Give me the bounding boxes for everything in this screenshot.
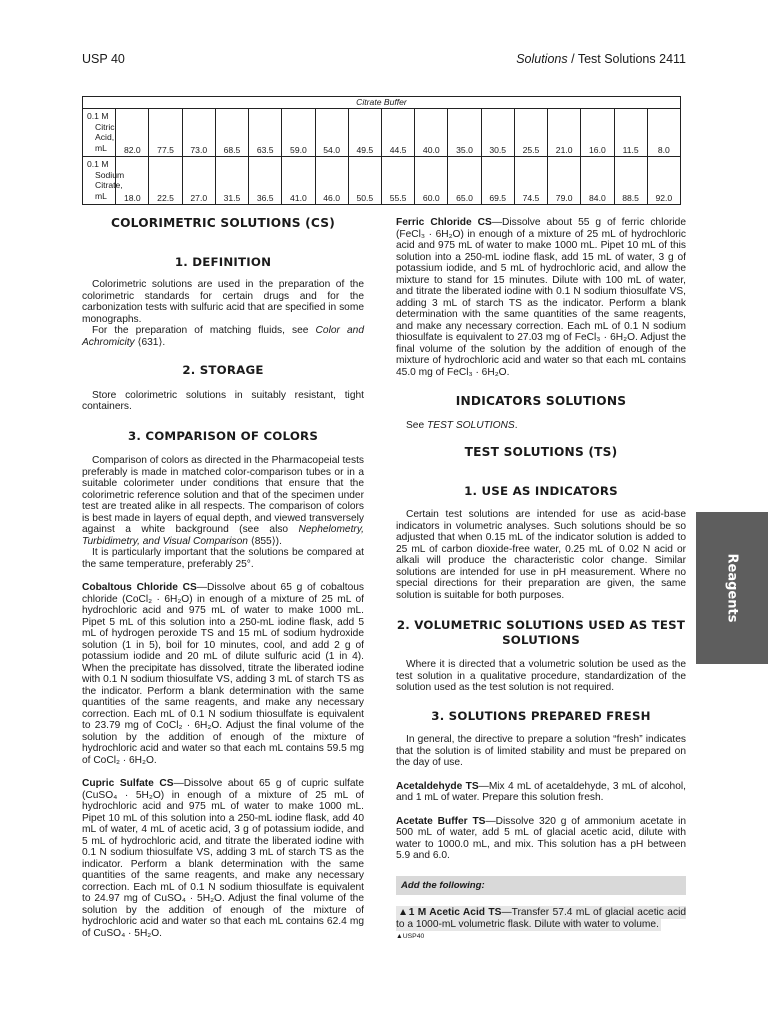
monograph-entry bbox=[396, 217, 686, 378]
row-header-line: Citric bbox=[95, 121, 115, 132]
section-title: TEST SOLUTIONS (TS) bbox=[464, 445, 618, 459]
monograph-entry bbox=[396, 816, 686, 862]
table-row bbox=[83, 109, 681, 157]
table-cell: 46.0 bbox=[315, 157, 348, 205]
citrate-buffer-table bbox=[82, 96, 681, 205]
paragraph: Where it is directed that a volumetric solution be used as the test solution in a qualitative procedure, standardization of the solution used as the test solution is not required. bbox=[396, 659, 686, 693]
cross-reference: TEST SOLUTIONS bbox=[426, 419, 515, 431]
table-title: Citrate Buffer bbox=[83, 97, 681, 109]
table-cell: 73.0 bbox=[182, 109, 215, 157]
table-cell: 40.0 bbox=[415, 109, 448, 157]
header-section-italic: Solutions bbox=[516, 52, 568, 66]
table-cell: 59.0 bbox=[282, 109, 315, 157]
text-run: See bbox=[406, 419, 427, 431]
monograph-entry bbox=[396, 781, 686, 804]
table-cell: 65.0 bbox=[448, 157, 481, 205]
revision-banner: Add the following: bbox=[396, 876, 686, 896]
table-cell: 25.5 bbox=[514, 109, 547, 157]
table-cell: 36.5 bbox=[249, 157, 282, 205]
row-header-line: 0.1 M bbox=[87, 111, 109, 121]
table-cell: 49.5 bbox=[348, 109, 381, 157]
section-heading: 2. VOLUMETRIC SOLUTIONS USED AS TEST SOLUTIONS bbox=[396, 618, 686, 647]
table-cell: 41.0 bbox=[282, 157, 315, 205]
table-cell: 18.0 bbox=[116, 157, 149, 205]
table-cell: 55.5 bbox=[381, 157, 414, 205]
revision-marker: ▲ bbox=[398, 907, 409, 918]
section-heading: 3. SOLUTIONS PREPARED FRESH bbox=[431, 708, 651, 723]
table-cell: 77.5 bbox=[149, 109, 182, 157]
table-cell: 31.5 bbox=[215, 157, 248, 205]
row-header-line: 0.1 M bbox=[87, 159, 109, 169]
table-cell: 88.5 bbox=[614, 157, 647, 205]
table-cell: 22.5 bbox=[149, 157, 182, 205]
left-column bbox=[82, 216, 364, 939]
entry-term: Cupric Sulfate CS bbox=[82, 778, 174, 789]
table-cell: 11.5 bbox=[614, 109, 647, 157]
text-run: ⟨631⟩. bbox=[134, 336, 166, 348]
row-header bbox=[83, 109, 116, 157]
paragraph: Store colorimetric solutions in suitably resistant, tight containers. bbox=[82, 389, 364, 412]
text-run: For the preparation of matching fluids, see bbox=[92, 325, 316, 336]
table-cell: 63.5 bbox=[249, 109, 282, 157]
section-heading: 2. STORAGE bbox=[182, 363, 264, 377]
section-heading: 1. USE AS INDICATORS bbox=[464, 483, 618, 498]
table-cell: 30.5 bbox=[481, 109, 514, 157]
entry-term: Acetaldehyde TS bbox=[396, 780, 479, 792]
row-header-line: mL bbox=[95, 190, 107, 201]
section-title: INDICATORS SOLUTIONS bbox=[455, 394, 627, 408]
entry-term: Cobaltous Chloride CS bbox=[82, 582, 197, 593]
entry-text: —Dissolve about 65 g of cobaltous chloride (CoCl₂ · 6H₂O) in enough of a mixture of 25 mL of hydrochloric acid and 975 mL of water to make 1000 mL. Pipet 5 mL of this solution into a 250-mL iodine flask, add 5 mL of hydrogen peroxide TS and 15 mL of sodium hydroxide solution (1 in 5), boil for 10 minutes, cool, and add 2 g of potassium iodide and 20 mL of dilute sulfuric acid (1 in 4). When the precipitate has dissolved, titrate the liberated iodine with 0.1 N sodium thiosulfate VS, adding 3 mL of starch TS as the indicator. Perform a blank determination with the same quantities of the same reagents, and make any necessary correction. Each mL of 0.1 N sodium thiosulfate is equivalent to 23.79 mg of CoCl₂ · 6H₂O. Adjust the final volume of the solution by the addition of enough of the mixture of hydrochloric acid and water so that each mL contains 59.5 mg of CoCl₂ · 6H₂O. bbox=[82, 582, 364, 766]
table-cell: 50.5 bbox=[348, 157, 381, 205]
reagents-section-tab[interactable] bbox=[696, 512, 768, 664]
paragraph bbox=[82, 455, 364, 547]
cross-reference: Nephelometry, Turbidimetry, and Visual Comparison bbox=[82, 524, 364, 547]
table-cell: 16.0 bbox=[581, 109, 614, 157]
running-head bbox=[82, 52, 686, 72]
revision-highlight bbox=[396, 906, 686, 931]
table-cell: 84.0 bbox=[581, 157, 614, 205]
monograph-entry bbox=[82, 778, 364, 939]
header-edition: USP 40 bbox=[82, 52, 125, 66]
section-title: COLORIMETRIC SOLUTIONS (CS) bbox=[110, 216, 336, 230]
cross-reference: Color and Achromicity bbox=[82, 325, 364, 348]
row-header-line: mL bbox=[95, 142, 107, 153]
header-section bbox=[516, 52, 686, 66]
text-run: . bbox=[514, 419, 518, 431]
row-header-line: Acid, bbox=[95, 132, 115, 142]
text-run: Comparison of colors as directed in the Pharmacopeial tests preferably is made in matched color-comparison tubes or in a suitable colorimeter under conditions that ensure that the colorimetric reference solution and that of the specimen under test are treated alike in all respects. The comparison of colors is best made in layers of equal depth, and viewed transversely against a white background (see also bbox=[82, 455, 364, 535]
row-header bbox=[83, 157, 125, 205]
section-heading: 1. DEFINITION bbox=[174, 254, 272, 269]
entry-term: 1 M Acetic Acid TS bbox=[408, 907, 502, 918]
entry-text: —Dissolve 320 g of ammonium acetate in 500 mL of water, add 5 mL of glacial acetic acid, dilute with water to 1000.0 mL, and mix. This solution has a pH between 5.9 and 6.0. bbox=[396, 815, 686, 861]
monograph-entry bbox=[396, 907, 686, 930]
table-cell: 60.0 bbox=[415, 157, 448, 205]
table-cell: 27.0 bbox=[182, 157, 215, 205]
usp-revision-mark: ▲USP40 bbox=[396, 933, 425, 940]
table-cell: 79.0 bbox=[548, 157, 581, 205]
section-heading: 3. COMPARISON OF COLORS bbox=[127, 428, 319, 443]
table-cell: 54.0 bbox=[315, 109, 348, 157]
entry-term: Ferric Chloride CS bbox=[396, 217, 492, 228]
entry-term: Acetate Buffer TS bbox=[396, 815, 486, 827]
table-cell: 44.5 bbox=[381, 109, 414, 157]
tab-label: Reagents bbox=[724, 553, 740, 623]
paragraph: It is particularly important that the solutions be compared at the same temperature, preferably 25°. bbox=[82, 547, 364, 570]
table-cell: 35.0 bbox=[448, 109, 481, 157]
entry-text: —Dissolve about 65 g of cupric sulfate (CuSO₄ · 5H₂O) in enough of a mixture of 25 mL of hydrochloric acid and 975 mL of water to make 1000 mL. Pipet 10 mL of this solution into a 250-mL iodine flask, add 40 mL of water, 4 mL of acetic acid, 3 g of potassium iodide, and 5 mL of hydrochloric acid, and titrate the liberated iodine with 0.1 N sodium thiosulfate VS, adding 3 mL of starch TS as the indicator. Perform a blank determination with the same quantities of the same reagents, and make any necessary correction. Each mL of 0.1 N sodium thiosulfate is equivalent to 24.97 mg of CuSO₄ · 5H₂O. Adjust the final volume of the solution by the addition of enough of the mixture of hydrochloric acid and water so that each mL contains 62.4 mg of CuSO₄ · 5H₂O. bbox=[82, 778, 364, 939]
paragraph bbox=[82, 325, 364, 348]
table-cell: 8.0 bbox=[647, 109, 680, 157]
text-run: ⟨855⟩). bbox=[247, 535, 282, 547]
paragraph: Colorimetric solutions are used in the preparation of the colorimetric standards for certain drugs and for the carbonization tests with sulfuric acid that are specified in some monographs. bbox=[82, 279, 364, 325]
row-header-line: Citrate, bbox=[95, 180, 123, 190]
table-cell: 82.0 bbox=[116, 109, 149, 157]
paragraph: Certain test solutions are intended for use as acid-base indicators in volumetric analyses. Such solutions should be so adjusted that when 0.15 mL of the indicator solution is added to 25 mL of carbon dioxide-free water, 0.25 mL of 0.02 N acid or alkali will produce the characteristic color change. Similar solutions are intended for use in pH measurement. Where no special directions for their preparation are given, the same solution is suitable for both purposes. bbox=[396, 509, 686, 601]
entry-text: —Mix 4 mL of acetaldehyde, 3 mL of alcohol, and 1 mL of water. Prepare this solution fresh. bbox=[396, 780, 686, 803]
entry-text: —Transfer 57.4 mL of glacial acetic acid to a 1000-mL volumetric flask. Dilute with water to volume. bbox=[396, 907, 686, 930]
monograph-entry bbox=[82, 582, 364, 766]
right-column bbox=[396, 216, 686, 943]
table-cell: 68.5 bbox=[215, 109, 248, 157]
table-cell: 74.5 bbox=[514, 157, 547, 205]
table-cell: 21.0 bbox=[548, 109, 581, 157]
header-section-rest: / Test Solutions 2411 bbox=[567, 52, 686, 66]
table-row bbox=[83, 157, 681, 205]
paragraph bbox=[396, 420, 686, 432]
row-header-line: Sodium bbox=[95, 169, 125, 180]
table-cell: 69.5 bbox=[481, 157, 514, 205]
table-cell: 92.0 bbox=[647, 157, 680, 205]
paragraph: In general, the directive to prepare a solution “fresh” indicates that the solution is of limited stability and must be prepared on the day of use. bbox=[396, 734, 686, 768]
entry-text: —Dissolve about 55 g of ferric chloride (FeCl₃ · 6H₂O) in enough of a mixture of 25 mL of hydrochloric acid and 975 mL of water to make 1000 mL. Pipet 10 mL of this solution into a 250-mL iodine flask, add 15 mL of water, 3 g of potassium iodide, and 5 mL of hydrochloric acid, and allow the mixture to stand for 15 minutes. Dilute with 100 mL of water, and titrate the liberated iodine with 0.1 N sodium thiosulfate VS, adding 3 mL of starch TS as the indicator. Perform a blank determination with the same quantities of the same reagents, and make any necessary correction. Each mL of 0.1 N sodium thiosulfate is equivalent to 27.03 mg of FeCl₃ · 6H₂O. Adjust the final volume of the solution by the addition of enough of the mixture of hydrochloric acid and water so that each mL contains 45.0 mg of FeCl₃ · 6H₂O. bbox=[396, 217, 686, 378]
